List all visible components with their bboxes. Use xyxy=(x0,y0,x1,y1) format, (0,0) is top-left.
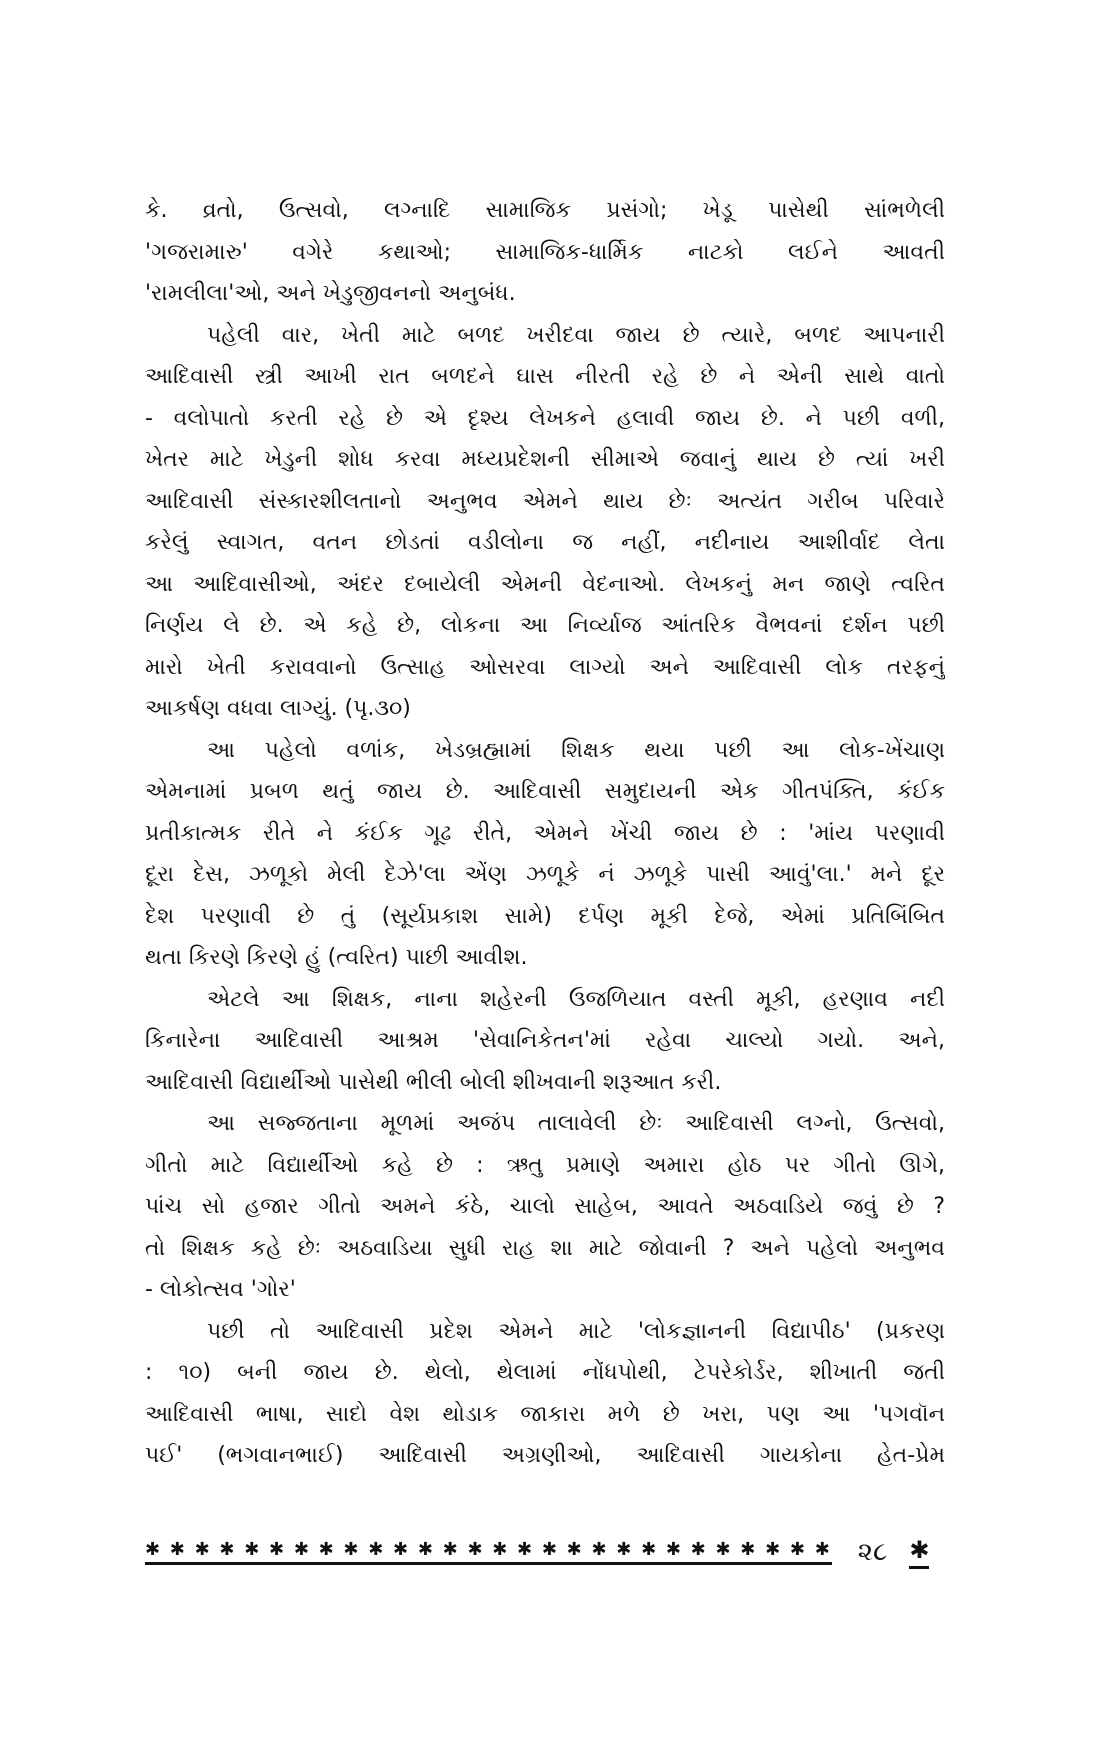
text-line: પાંચ સો હજાર ગીતો અમને કંઠે, ચાલો સાહેબ, આવતે અઠવાડિયે જવું છે ? xyxy=(145,1194,945,1219)
footer-row xyxy=(145,1530,945,1574)
paragraph-start-line: એટલે આ શિક્ષક, નાના શહેરની ઉજળિયાત વસ્તી મૂકી, હરણાવ નદી xyxy=(207,986,945,1012)
text-line: - લોકોત્સવ 'ગોર' xyxy=(145,1277,296,1302)
text-line: એમનામાં પ્રબળ થતું જાય છે. આદિવાસી સમુદાયની એક ગીતપંક્તિ, કંઈક xyxy=(145,779,945,804)
text-line: આકર્ષણ વધવા લાગ્યું. (પૃ.૩૦) xyxy=(145,696,411,721)
text-line: આદિવાસી સ્ત્રી આખી રાત બળદને ઘાસ નીરતી રહે છે ને એની સાથે વાતો xyxy=(145,364,945,389)
paragraph-start-line: પછી તો આદિવાસી પ્રદેશ એમને માટે 'લોકજ્ઞાનની વિદ્યાપીઠ' (પ્રકરણ xyxy=(207,1318,945,1344)
text-line: પ્રતીકાત્મક રીતે ને કંઈક ગૂઢ રીતે, એમને ખેંચી જાય છે : 'માંય પરણાવી xyxy=(145,820,945,846)
text-line: ખેતર માટે ખેડુની શોધ કરવા મધ્યપ્રદેશની સીમાએ જવાનું થાય છે ત્યાં ખરી xyxy=(145,447,945,472)
text-line: 'રામલીલા'ઓ, અને ખેડુજીવનનો અનુબંધ. xyxy=(145,281,516,306)
text-line: : ૧૦) બની જાય છે. થેલો, થેલામાં નોંધપોથી, ટેપરેકોર્ડર, શીખાતી જતી xyxy=(145,1360,945,1385)
end-star-icon: ✱ xyxy=(909,1536,929,1569)
text-line: તો શિક્ષક કહે છેઃ અઠવાડિયા સુધી રાહ શા માટે જોવાની ? અને પહેલો અનુભવ xyxy=(145,1235,945,1261)
star-border-decoration: ✱ ✱ ✱ ✱ ✱ ✱ ✱ ✱ ✱ ✱ ✱ ✱ ✱ ✱ ✱ ✱ ✱ ✱ ✱ ✱ ✱ ✱ ✱ ✱ ✱ ✱ ✱ ✱ xyxy=(145,1539,832,1565)
text-line: દેશ પરણાવી છે તું (સૂર્યપ્રકાશ સામે) દર્પણ મૂકી દેજે, એમાં પ્રતિબિંબિત xyxy=(145,903,945,929)
text-line: મારો ખેતી કરાવવાનો ઉત્સાહ ઓસરવા લાગ્યો અને આદિવાસી લોક તરફનું xyxy=(145,654,945,680)
text-line: દૂરા દેસ, ઝળૂકો મેલી દેઝે'લા એંણ ઝળૂકે નં ઝળૂકે પાસી આવું'લા.' મને દૂર xyxy=(145,862,945,887)
text-line: - વલોપાતો કરતી રહે છે એ દૃશ્ય લેખકને હલાવી જાય છે. ને પછી વળી, xyxy=(145,405,945,431)
text-line: પઈ' (ભગવાનભાઈ) આદિવાસી અગ્રણીઓ, આદિવાસી ગાયકોના હેત-પ્રેમ xyxy=(145,1443,945,1468)
text-line: કે. વ્રતો, ઉત્સવો, લગ્નાદિ સામાજિક પ્રસંગો; ખેડૂ પાસેથી સાંભળેલી xyxy=(145,198,945,223)
text-line: થતા કિરણે કિરણે હું (ત્વરિત) પાછી આવીશ. xyxy=(145,945,528,970)
paragraph-start-line: પહેલી વાર, ખેતી માટે બળદ ખરીદવા જાય છે ત્યારે, બળદ આપનારી xyxy=(207,322,945,348)
paragraph-start-line: આ પહેલો વળાંક, ખેડબ્રહ્મામાં શિક્ષક થયા પછી આ લોક-ખેંચાણ xyxy=(207,737,945,763)
text-line: આ આદિવાસીઓ, અંદર દબાયેલી એમની વેદનાઓ. લેખકનું મન જાણે ત્વરિત xyxy=(145,571,945,597)
body-text xyxy=(145,190,945,1477)
paragraph-start-line: આ સજ્જતાના મૂળમાં અજંપ તાલાવેલી છેઃ આદિવાસી લગ્નો, ઉત્સવો, xyxy=(207,1111,945,1136)
text-line: નિર્ણય લે છે. એ કહે છે, લોકના આ નિર્વ્યાજ આંતરિક વૈભવનાં દર્શન પછી xyxy=(145,613,945,638)
text-line: આદિવાસી સંસ્કારશીલતાનો અનુભવ એમને થાય છેઃ અત્યંત ગરીબ પરિવારે xyxy=(145,488,945,514)
text-line: આદિવાસી વિદ્યાર્થીઓ પાસેથી ભીલી બોલી શીખવાની શરૂઆત કરી. xyxy=(145,1069,722,1095)
text-line: આદિવાસી ભાષા, સાદો વેશ થોડાક જાકારા મળે છે ખરા, પણ આ 'પગવૉન xyxy=(145,1401,945,1427)
text-line: ગીતો માટે વિદ્યાર્થીઓ કહે છે : ઋતુ પ્રમાણે અમારા હોઠ પર ગીતો ઊગે, xyxy=(145,1152,945,1178)
page-footer xyxy=(145,1530,945,1590)
text-line: 'ગજરામારુ' વગેરે કથાઓ; સામાજિક-ધાર્મિક નાટકો લઈને આવતી xyxy=(145,239,945,265)
text-line: કિનારેના આદિવાસી આશ્રમ 'સેવાનિકેતન'માં રહેવા ચાલ્યો ગયો. અને, xyxy=(145,1028,945,1053)
text-line: કરેલું સ્વાગત, વતન છોડતાં વડીલોના જ નહીં, નદીનાય આશીર્વાદ લેતા xyxy=(145,530,945,555)
page-number: ૨૮ xyxy=(857,1536,888,1567)
